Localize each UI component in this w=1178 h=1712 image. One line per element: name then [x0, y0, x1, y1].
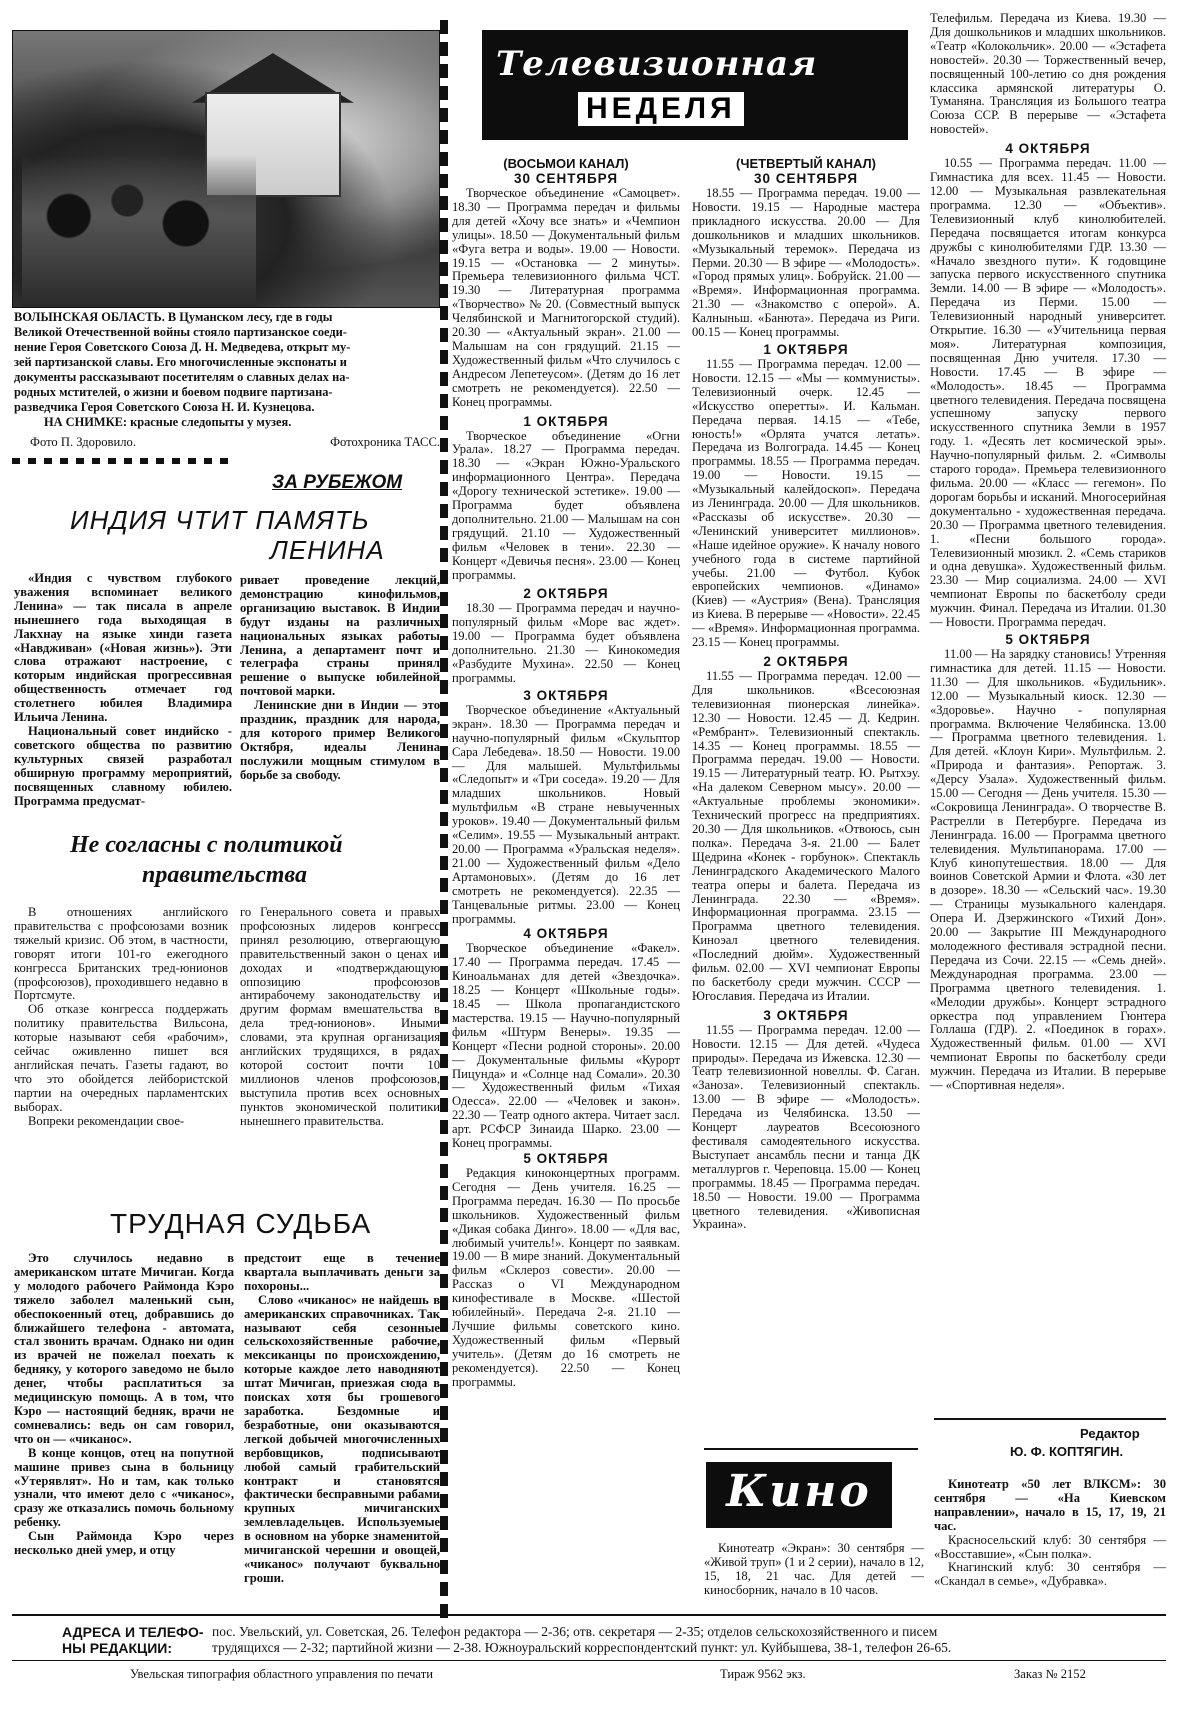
day-header: 4 ОКТЯБРЯ: [523, 926, 609, 942]
day-header: 2 ОКТЯБРЯ: [763, 654, 849, 669]
footer-rule-top: [12, 1614, 1166, 1616]
channel-header-4: (ЧЕТВЕРТЫЙ КАНАЛ): [736, 156, 876, 171]
sudba-headline: ТРУДНАЯ СУДЬБА: [110, 1208, 372, 1239]
separator: [704, 1448, 918, 1450]
kino-listings: Кинотеатр «50 лет ВЛКСМ»: 30 сентября — «На Киевском направлении», начало в 15, 17, 19, 21 час. Красносельский клуб: 30 сентября — «Восставшие», «Сын полка». Кнагинский клуб: 30 сентября — «Скандал в семье», «Дубравка».: [934, 1477, 1166, 1589]
tv-ch4-column: (ЧЕТВЕРТЫЙ КАНАЛ) 30 СЕНТЯБРЯ 18.55 — Программа передач. 19.00 — Новости. 19.15 — Народные мастера прикладного искусства. 20.00 — Для дошкольников и младших школьников. «Музыкальный теремок». Передача из Перми. 20.30 — В эфире — «Молодость». «Город прямых улиц». Бобруйск. 21.00 — «Время». Информационная программа. 21.30 — «Знакомство с оперой». А. Калныньш. «Банюта». Передача из Риги. 00.15 — Конец программы. 1 ОКТЯБРЯ 11.55 — Программа передач. 12.00 — Новости. 12.15 — «Мы — коммунисты». Телевизионный очерк. 12.45 — «Искусство оперетты». И. Кальман. Передача первая. 14.15 — «Тебе, юность!» «Орлята учатся летать». Передача из Волгограда. 14.45 — Конец программы. 18.55 — Программа передач. 19.00 — Новости. 19.15 — «Музыкальный калейдоскоп». Передача из Ленинграда. 20.00 — Для школьников. «Рассказы об искусстве». 20.30 — «Ленинский университет миллионов». «Наше идейное оружие». К началу нового учебного года в системе партийной учебы. 21.00 — Футбол. Кубок европейских чемпионов. «Динамо» (Киев) — «Аустрия» (Вена). Трансляция из Киева. В перерыве — «Новости». 22.45 — «Время». Информационная программа. 23.15 — Конец программы. 2 ОКТЯБРЯ 11.55 — Программа передач. 12.00 — Для школьников. «Всесоюзная телевизионная пионерская линейка». 12.30 — Новости. 12.45 — Д. Кедрин. «Рембрант». Телевизионный спектакль. 14.35 — Конец программы. 18.55 — Программа передач. 19.00 — Новости. 19.15 — Литературный театр. Ю. Рытхэу. «На далеком Северном мысу». 20.00 — «Актуальные проблемы экономики». Технический прогресс на предприятиях. 20.30 — Для школьников. «Отвоюсь, сын полка». Передача 3-я. 21.00 — Балет Щедрина «Конек - горбунок». Спектакль Ленинградского Академического Малого театра оперы и балета. Передача из Ленинграда. 22.30 — «Время». Информационная программа. 23.15 — Программа цветного телевидения. Киноэал цветного телевидения. «Последний дюйм». Художественный фильм. 02.00 — XVI чемпионат Европы по баскетболу среди мужчин. СССР — Югославия. Передача из Италии. 3 ОКТЯБРЯ 11.55 — Программа передач. 12.00 — Новости. 12.15 — Для детей. «Чудеса природы». Передача из Ижевска. 12.30 — Театр телевизионной новеллы. Ф. Саган. «Заноза». Телевизионный спектакль. 13.00 — В эфире — «Молодость». Передача из Челябинска. 13.50 — Концерт лауреатов Всесоюзного фестиваля самодеятельного искусства. Выступает ансамбль песни и танца ДК металлургов г. Череповца. 15.00 — Конец программы. 18.45 — Программа передач. 18.50 — Новости. 19.00 — Программа цветного телевидения. «Живописная Украина».: [692, 156, 920, 1232]
day-header: 3 ОКТЯБРЯ: [523, 687, 609, 703]
india-col1: «Индия с чувством глубокого уважения вспоминает великого Ленина» — так писала в апреле нынешнего года выходящая в Лакхнау на языке хинди газета «Навдживан» («Новая жизнь»). Эти слова отражают настроение, с которым индийская прогрессивная общественность отмечает год столетнего юбилея Владимира Ильича Ленина. Национальный совет индийско - советского общества по развитию культурных связей разработал обширную программу мероприятий, посвященных славному юбилею. Программа предусмат-: [14, 571, 232, 808]
kino-ekran: Кинотеатр «Экран»: 30 сентября — «Живой труп» (1 и 2 серии), начало в 12, 15, 18, 21 час. Для детей — киносборник, начало в 10 часов.: [704, 1541, 924, 1597]
sudba-col2: предстоит еще в течение квартала выплачивать деньги за похороны... Слово «чиканос» не найдешь в американских справочниках. Так называют себя сезонные сельскохозяйственные рабочие, мексиканцы по происхождению, которые каждое лето наводняют штат Мичиган, приезжая сюда в поисках хотя бы грошевого заработка. Бездомные и безработные, они оказываются легкой добычей многочисленных вербовщиков, подписывают любой самый грабительский контракт и становятся фактически бесправными рабами крупных мичиганских землевладельцев. Используемые в основном на уборке знаменитой мичиганской черешни и овощей, «чиканос» получают буквально гроши.: [244, 1251, 440, 1585]
day-header: 5 ОКТЯБРЯ: [523, 1151, 609, 1166]
britain-col2: го Генерального совета и правых профсоюзных лидеров конгресс принял резолюцию, отвергающую правительственный закон о ценах и доходах и «подтверждающую оппозицию профсоюзов антирабочему законодательству и другим формам вмешательства в дела тред-юнионов». Иными словами, эта крупная организация английских трудящихся, в рядах которой состоит почти 10 миллионов членов профсоюзов, выступила против всех основных пунктов экономической политики нынешнего правительства.: [240, 905, 440, 1128]
footer-tirazh: Тираж 9562 экз.: [720, 1667, 806, 1681]
tv-masthead: Телевизионная НЕДЕЛЯ: [482, 30, 908, 140]
day-header: 5 ОКТЯБРЯ: [1005, 631, 1091, 647]
day-header: 2 ОКТЯБРЯ: [523, 586, 609, 602]
photo-caption: ВОЛЫНСКАЯ ОБЛАСТЬ. В Цуманском лесу, где в годы Великой Отечественной войны стояло партизанское соеди- нение Героя Советского Союза Д. Н. Медведева, открыт му- зей партизанской славы. Его многочисленные экспонаты и документы рассказывают посетителям о славных делах на- родных мстителей, о жизни и боевом подвиге партизана- разведчика Героя Советского Союза Н. И. Кузнецова. НА СНИМКЕ: красные следопыты у музея.: [14, 310, 351, 429]
footer-printer: Увельская типография областного управления по печати: [130, 1667, 433, 1681]
channel-header-8: (ВОСЬМОИ КАНАЛ): [503, 156, 629, 171]
column-divider: [440, 20, 448, 1620]
separator: [934, 1418, 1166, 1420]
editor-label: Редактор: [1080, 1426, 1140, 1441]
photo-credit-left: Фото П. Здоровило.: [30, 435, 136, 449]
editor-name: Ю. Ф. КОПТЯГИН.: [1010, 1444, 1124, 1459]
footer-address-label: АДРЕСА И ТЕЛЕФО- НЫ РЕДАКЦИИ:: [62, 1624, 204, 1656]
section-label-za-rubezhom: ЗА РУБЕЖОМ: [272, 472, 403, 493]
india-headline: ИНДИЯ ЧТИТ ПАМЯТЬ ЛЕНИНА: [70, 505, 385, 565]
tv-ch4-continued-column: Телефильм. Передача из Киева. 19.30 — Для дошкольников и младших школьников. «Театр «Колокольчик». 20.00 — «Эстафета новостей». 20.30 — Торжественный вечер, посвященный 100-летию со дня рождения классика армянской литературы О. Туманяна. Трансляция из Большого театра Союза ССР. В перерыве — «Эстафета новостей». 4 ОКТЯБРЯ 10.55 — Программа передач. 11.00 — Гимнастика для всех. 11.45 — Новости. 12.00 — Музыкальная развлекательная программа. 12.30 — «Объектив». Телевизионный клуб кинолюбителей. Передача посвящается итогам конкурса дружбы с кинолюбителями ГДР. 13.30 — «Начало звездного пути». К годовщине запуска первого искусственного спутника Земли. 14.00 — В эфире — «Молодость». Передача из Перми. 15.00 — Телевизионный народный университет. Открытие. 16.30 — «Учительница первая моя». Литературная композиция, посвященная Дню учителя. 17.30 — Новости. 17.45 — В эфире — «Молодость». 18.45 — Программа цветного телевидения. Передача посвящена успешному запуску первого искусственного спутника Земли в 1957 году. 1. «Десять лет космической эры». Научно-популярный фильм. 2. «Символы старого города». Премьера телевизионного фильма. 20.00 — «Класс — гегемон». По дорогам борьбы и исканий. Многосерийная документально - художественная передача. 20.30 — Программа цветного телевидения. 1. «Песни большого города». Телевизионный мюзикл. 2. «Семь стариков и одна девушка». Художественный фильм. 23.30 — Мир социализма. 24.00 — XVI чемпионат Европы по баскетболу среди мужчин. Финал. Передача из Италии. 01.30 — Новости. Программа передач. 5 ОКТЯБРЯ 11.00 — На зарядку становись! Утренняя гимнастика для детей. 11.15 — Новости. 11.30 — Для школьников. «Будильник». 12.00 — Музыкальный киоск. 12.30 — «Здоровье». Научно - популярная программа. Включение Челябинска. 13.00 — Программа цветного телевидения. 1. Для детей. «Клоун Кири». Мультфильм. 2. «Природа и фантазия». Репортаж. 3. «Дерсу Узала». Художественный фильм. 15.00 — Сегодня — День учителя. 15.30 — «Сокровища Ленинграда». О творчестве В. Растрелли в Петербурге. Передача из Ленинграда. 16.00 — Программа цветного телевидения. Мультипанорама. 17.00 — Клуб кинопутешествия. 18.00 — Для воинов Советской Армии и Флота. «30 лет в дозоре». 18.30 — «Сельский час». 19.30 — Страницы музыкального календаря. Опера И. Дзержинского «Тихий Дон». 20.00 — Закрытие III Международного молодежного фестиваля эстрадной песни. Передача из Сочи. 22.15 — «Семь дней». Международная программа. 23.00 — Программа цветного телевидения. 1. «Мелодии дружбы». Концерт эстрадного оркестра под управлением Гюнтера Голлаша (ГДР). 2. «Поединок в горах». Художественный фильм. 01.00 — XVI чемпионат Европы по баскетболу среди мужчин. Передача из Италии. В перерыве — «Спортивная неделя».: [930, 11, 1166, 1093]
footer-zakaz: Заказ № 2152: [1014, 1667, 1086, 1681]
separator: [12, 458, 232, 464]
footer-address-text: пос. Увельский, ул. Советская, 26. Телефон редактора — 2-36; отв. секретаря — 2-35; отделов сельскохозяйственного и писем трудящихся — 2-32; партийной жизни — 2-38. Южноуральский корреспондентский пункт: ул. Куйбышева, 38-1, телефон 26-65.: [212, 1624, 952, 1655]
footer-rule-bottom: [12, 1660, 1166, 1661]
sudba-col1: Это случилось недавно в американском штате Мичиган. Когда у молодого рабочего Раймонда Кэро тяжело заболел маленький сын, обеспокоенный отец, добравшись до ближайшего телефона - автомата, стал звонить врачам. Однако ни один из врачей не пожелал поехать к бедняку, у которого заведомо не было денег, чтобы расплатиться за медицинскую помощь. А в том, что Кэро — настоящий бедняк, врачи не сомневались: ведь он сам говорил, что он — «чиканос». В конце концов, отец на попутной машине привез сына в больницу «Утерявлят». Но и там, как только узнали, что имеют дело с «чиканос», сразу же отказались помочь больному ребенку. Сын Раймонда Кэро через несколько дней умер, и отцу: [14, 1251, 234, 1558]
tv-ch8-column: (ВОСЬМОИ КАНАЛ) 30 СЕНТЯБРЯ Творческое объединение «Самоцвет». 18.30 — Программа передач и фильмы для детей «Хочу все знать» и «Чемпион улицы». 18.50 — Документальный фильм «Фуга ветра и воды». 19.00 — Новости. 19.15 — «Остановка — 2 минуты». Премьера телевизионного фильма ЧСТ. 19.30 — Литературная программа «Творчество» № 20. (Совместный выпуск Челябинской и Магнитогорской студий). 20.30 — «Актуальный экран». 21.00 — Малышам на сон грядущий. 21.15 — Художественный фильм «Что случилось с Андресом Лепетеусом». (Детям до 16 лет смотреть не рекомендуется). 22.50 — Конец программы. 1 ОКТЯБРЯ Творческое объединение «Огни Урала». 18.27 — Программа передач. 18.30 — «Экран Южно-Уральского информационного Центра». Передача «Дорогу технической эстетике». 19.00 — Программа будет объявлена дополнительно. 21.00 — Малышам на сон грядущий. 21.10 — Художественный фильм «Человек в тени». 22.30 — Концерт «Девичья песня». 23.00 — Конец программы. 2 ОКТЯБРЯ 18.30 — Программа передач и научно-популярный фильм «Море вас ждет». 19.00 — Программа будет объявлена дополнительно. 21.30 — Кинокомедия «Разбудите Мухина». 22.50 — Конец программы. 3 ОКТЯБРЯ Творческое объединение «Актуальный экран». 18.30 — Программа передач и научно-популярный фильм «Скульптор Сара Лебедева». 18.50 — Новости. 19.00 — Для малышей. Мультфильмы «Следопыт» и «Три соседа». 19.20 — Для младших школьников. Новый мультфильм «В стране невыученных уроков». 19.40 — Документальный фильм «Селим». 19.55 — Музыкальный антракт. 20.00 — Программа «Уральская неделя». 21.00 — Художественный фильм «Дело Артамоновых». (Детям до 16 лет смотреть не рекомендуется). 22.35 — Танцевальные ритмы. 23.00 — Конец программы. 4 ОКТЯБРЯ Творческое объединение «Факел». 17.40 — Программа передач. 17.45 — Киноальманах для детей «Звездочка». 18.25 — Концерт «Школьные годы». 18.45 — Школа пропагандистского мастерства. 19.15 — Научно-популярный фильм «Штурм Венеры». 19.35 — Концерт «Песни родной стороны». 20.00 — Документальные фильмы «Курорт Пицунда» и «Солнце над Сомали». 20.30 — Художественный фильм «Тихая Одесса». 22.00 — «Человек и закон». 22.30 — Театр одного актера. Читает засл. арт. РСФСР Зинаида Шарко. 23.00 — Конец программы. 5 ОКТЯБРЯ Редакция киноконцертных программ. Сегодня — День учителя. 16.25 — Программа передач. 16.30 — По просьбе школьников. Художественный фильм «Дикая собака Динго». 18.00 — «Для вас, любимый учитель!». Концерт по заявкам. 19.00 — В мире знаний. Документальный фильм «Склероз совести». 20.00 — Рассказ о VI Международном кинофестивале в Москве. «Шестой юбилейный». Передача 2-я. 21.10 — Лучшие фильмы советского кино. Художественный фильм «Первый учитель». (Детям до 16 смотреть не рекомендуется). 22.50 — Конец программы.: [452, 156, 680, 1389]
museum-photo: [12, 30, 440, 308]
day-header: 1 ОКТЯБРЯ: [523, 413, 609, 429]
britain-col1: В отношениях английского правительства с профсоюзами возник тяжелый кризис. Об этом, в частности, говорят итоги 101-го ежегодного конгресса Британских тред-юнионов (профсоюзов), проходившего недавно в Портсмуте. Об отказе конгресса поддержать политику правительства Вильсона, которые называют себя «рабочим», сейчас оживленно пишет вся английская печать. Газеты гадают, во что это обойдется лейбористской партии на очередных парламентских выборах. Вопреки рекомендации свое-: [14, 905, 228, 1128]
day-header: 30 СЕНТЯБРЯ: [753, 171, 859, 186]
india-col2: ривает проведение лекций, демонстрацию кинофильмов, организацию выставок. В Индии будут изданы на различных национальных языках работы Ленина, а департамент почт и телеграфа страны принял решение о выпуске юбилейной почтовой марки. Ленинские дни в Индии — это праздник, праздник для народа, для которого пример Великого Октября, идеалы Ленина послужили мощным стимулом в борьбе за свободу.: [240, 573, 440, 782]
photo-credit-right: Фотохроника ТАСС.: [330, 435, 440, 449]
britain-headline: Не согласны с политикой правительства: [70, 832, 343, 888]
day-header: 4 ОКТЯБРЯ: [1005, 141, 1091, 157]
day-header: 1 ОКТЯБРЯ: [763, 341, 849, 357]
day-header: 30 СЕНТЯБРЯ: [513, 171, 619, 186]
kino-logo: Кино: [706, 1462, 892, 1528]
day-header: 3 ОКТЯБРЯ: [763, 1007, 849, 1023]
